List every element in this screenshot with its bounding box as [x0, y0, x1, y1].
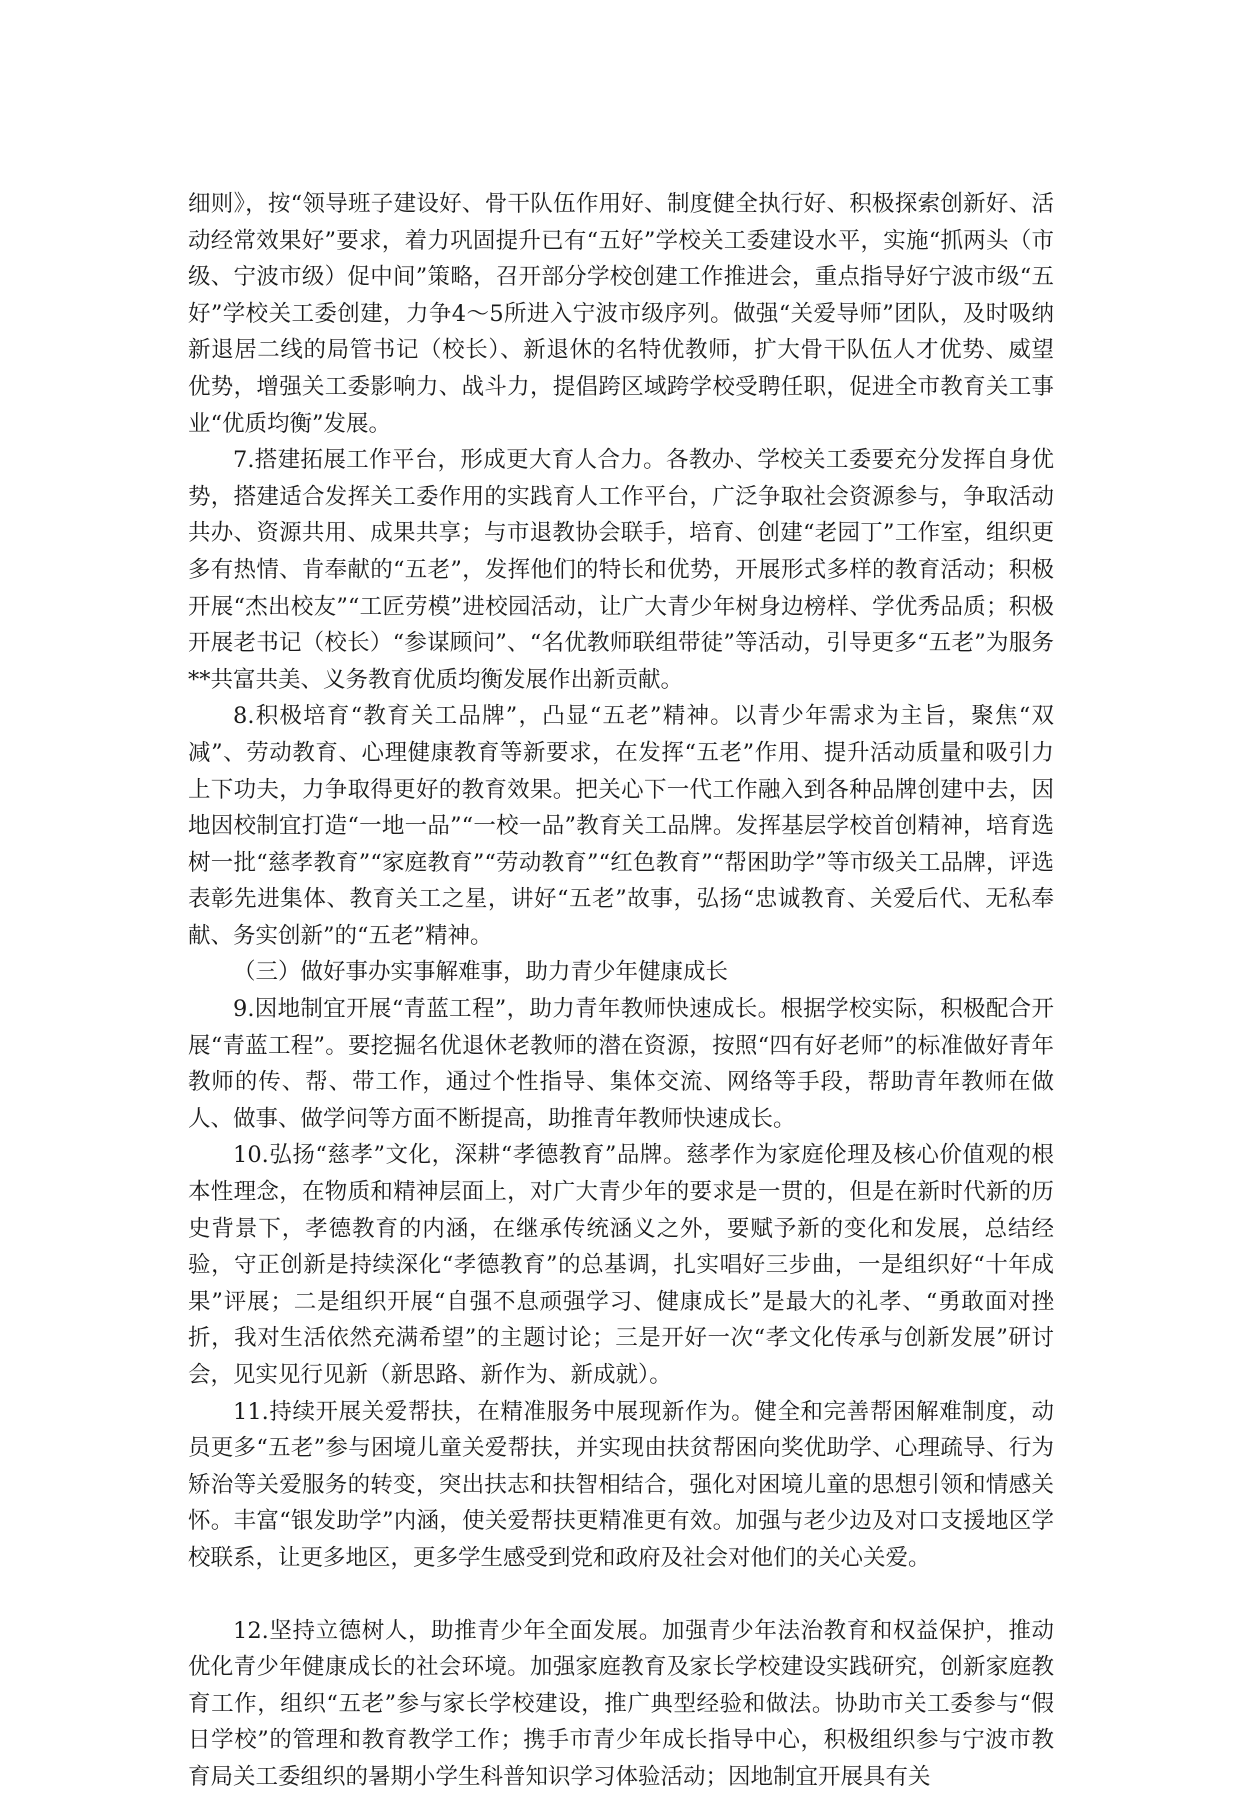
paragraph-continuation: 细则》，按“领导班子建设好、骨干队伍作用好、制度健全执行好、积极探索创新好、活动经常效果好”要求，着力巩固提升已有“五好”学校关工委建设水平，实施“抓两头（市级、宁波市级）促中间”策略，召开部分学校创建工作推进会，重点指导好宁波市级“五好”学校关工委创建，力争4～5所进入宁波市级序列。做强“关爱导师”团队，及时吸纳新退居二线的局管书记（校长）、新退休的名特优教师，扩大骨干队伍人才优势、威望优势，增强关工委影响力、战斗力，提倡跨区域跨学校受聘任职，促进全市教育关工事业“优质均衡”发展。	[188, 191, 1054, 437]
document-body	[188, 186, 1054, 1796]
paragraph-item-11: 11.持续开展关爱帮扶，在精准服务中展现新作为。健全和完善帮困解难制度，动员更多“五老”参与困境儿童关爱帮扶，并实现由扶贫帮困向奖优助学、心理疏导、行为矫治等关爱服务的转变，突出扶志和扶智相结合，强化对困境儿童的思想引领和情感关怀。丰富“银发助学”内涵，使关爱帮扶更精准更有效。加强与老少边及对口支援地区学校联系，让更多地区，更多学生感受到党和政府及社会对他们的关心关爱。	[188, 1398, 1054, 1571]
paragraph-item-8: 8.积极培育“教育关工品牌”，凸显“五老”精神。以青少年需求为主旨，聚焦“双减”、劳动教育、心理健康教育等新要求，在发挥“五老”作用、提升活动质量和吸引力上下功夫，力争取得更好的教育效果。把关心下一代工作融入到各种品牌创建中去，因地因校制宜打造“一地一品”“一校一品”教育关工品牌。发挥基层学校首创精神，培育选树一批“慈孝教育”“家庭教育”“劳动教育”“红色教育”“帮困助学”等市级关工品牌，评选表彰先进集体、教育关工之星，讲好“五老”故事，弘扬“忠诚教育、关爱后代、无私奉献、务实创新”的“五老”精神。	[188, 703, 1054, 949]
paragraph-item-9: 9.因地制宜开展“青蓝工程”，助力青年教师快速成长。根据学校实际，积极配合开展“青蓝工程”。要挖掘名优退休老教师的潜在资源，按照“四有好老师”的标准做好青年教师的传、帮、带工作，通过个性指导、集体交流、网络等手段，帮助青年教师在做人、做事、做学问等方面不断提高，助推青年教师快速成长。	[188, 996, 1054, 1132]
paragraph-item-12: 12.坚持立德树人，助推青少年全面发展。加强青少年法治教育和权益保护，推动优化青少年健康成长的社会环境。加强家庭教育及家长学校建设实践研究，创新家庭教育工作，组织“五老”参与家长学校建设，推广典型经验和做法。协助市关工委参与“假日学校”的管理和教育教学工作；携手市青少年成长指导中心，积极组织参与宁波市教育局关工委组织的暑期小学生科普知识学习体验活动；因地制宜开展具有关	[188, 1617, 1054, 1790]
paragraph-item-7: 7.搭建拓展工作平台，形成更大育人合力。各教办、学校关工委要充分发挥自身优势，搭建适合发挥关工委作用的实践育人工作平台，广泛争取社会资源参与，争取活动共办、资源共用、成果共享；与市退教协会联手，培育、创建“老园丁”工作室，组织更多有热情、肯奉献的“五老”，发挥他们的特长和优势，开展形式多样的教育活动；积极开展“杰出校友”“工匠劳模”进校园活动，让广大青少年树身边榜样、学优秀品质；积极开展老书记（校长）“参谋顾问”、“名优教师联组带徒”等活动，引导更多“五老”为服务**共富共美、义务教育优质均衡发展作出新贡献。	[188, 447, 1054, 693]
paragraph-item-10: 10.弘扬“慈孝”文化，深耕“孝德教育”品牌。慈孝作为家庭伦理及核心价值观的根本性理念，在物质和精神层面上，对广大青少年的要求是一贯的，但是在新时代新的历史背景下，孝德教育的内涵，在继承传统涵义之外，要赋予新的变化和发展，总结经验，守正创新是持续深化“孝德教育”的总基调，扎实唱好三步曲，一是组织好“十年成果”评展；二是组织开展“自强不息顽强学习、健康成长”是最大的礼孝、“勇敢面对挫折，我对生活依然充满希望”的主题讨论；三是开好一次“孝文化传承与创新发展”研讨会，见实见行见新（新思路、新作为、新成就）。	[188, 1142, 1054, 1388]
paragraph-spacer	[188, 1577, 1054, 1613]
section-heading-3: （三）做好事办实事解难事，助力青少年健康成长	[233, 959, 729, 986]
